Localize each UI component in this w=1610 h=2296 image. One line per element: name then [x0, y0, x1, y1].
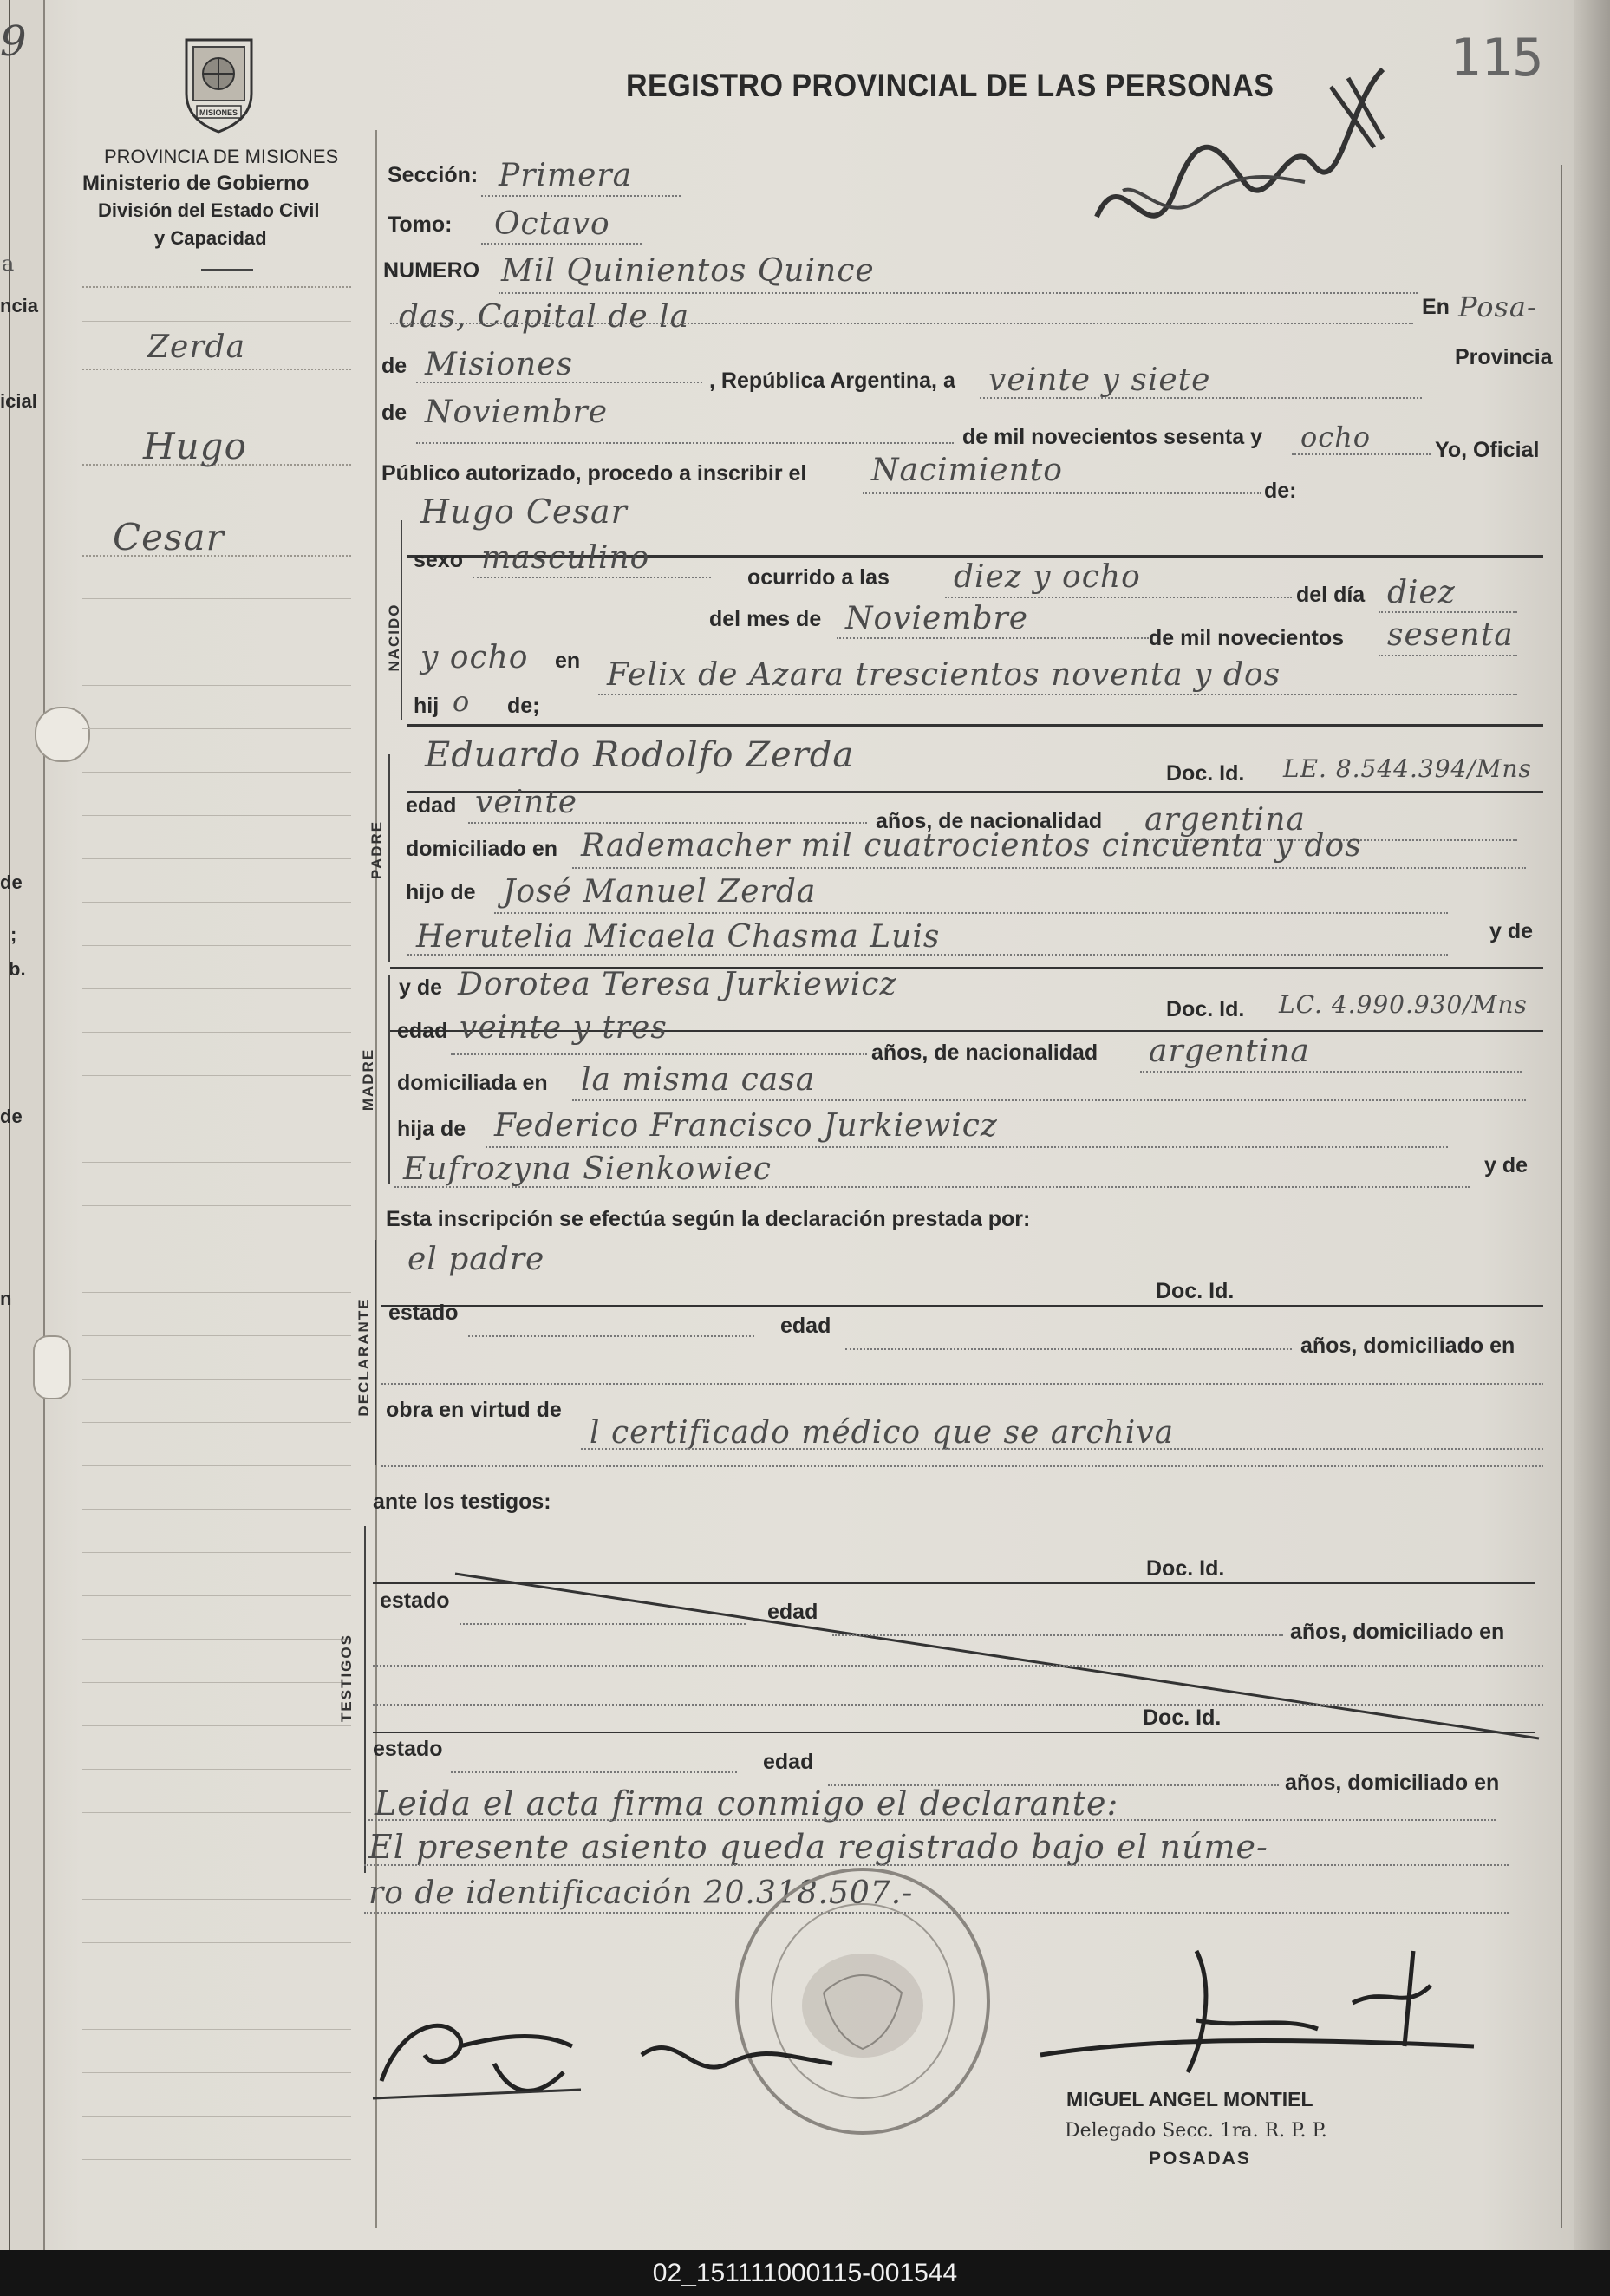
margin-rule: [82, 1162, 351, 1163]
father-dom: Rademacher mil cuatrocientos cincuenta y dos: [581, 828, 1362, 864]
father-name-line: [407, 791, 1543, 793]
mother-mother: Eufrozyna Sienkowiec: [403, 1151, 772, 1187]
margin-rule: [82, 728, 351, 729]
en-value: Posa-: [1458, 290, 1537, 323]
declarante-edad-line: [845, 1348, 1292, 1350]
father-name: Eduardo Rodolfo Zerda: [425, 735, 855, 775]
registry-title: REGISTRO PROVINCIAL DE LAS PERSONAS: [626, 68, 1274, 103]
declaracion-label: Esta inscripción se efectúa según la declaración prestada por:: [386, 1207, 1031, 1231]
en-label-2: en: [555, 649, 581, 673]
left-page-fragment: n: [0, 1288, 12, 1309]
margin-second-name: Cesar: [113, 516, 225, 558]
day-line: [980, 397, 1422, 399]
father-hijo-label: hijo de: [406, 880, 476, 904]
hij-label: hij: [414, 694, 440, 718]
father-doc-label: Doc. Id.: [1166, 761, 1245, 786]
left-page-fragment: de: [0, 1106, 23, 1127]
margin-surname: Zerda: [147, 329, 246, 365]
margin-rule: [82, 1942, 351, 1943]
margin-divider: [375, 130, 377, 2228]
obra-line-2: [381, 1465, 1543, 1467]
declarante-value: el padre: [407, 1242, 545, 1277]
day-value: veinte y siete: [988, 362, 1211, 398]
testigo2-name-line: [373, 1732, 1535, 1733]
mes-line: [837, 637, 1149, 639]
de-semicolon-label: de;: [507, 694, 540, 718]
left-page-fragment: ncia: [0, 295, 39, 316]
father-dom-label: domiciliado en: [406, 837, 558, 861]
left-page-fragment: b.: [9, 958, 26, 980]
margin-rule: [82, 1725, 351, 1726]
leida-text: Leida el acta firma conmigo el declarante:: [375, 1784, 1119, 1823]
provincia-label: Provincia: [1455, 345, 1553, 369]
testigos-section-label: TESTIGOS: [338, 1634, 355, 1722]
de-label-2: de: [381, 401, 407, 425]
father-dom-line: [572, 867, 1526, 869]
seccion-value: Primera: [499, 158, 633, 193]
margin-rule: [82, 2159, 351, 2160]
page-number: 115: [1450, 28, 1544, 88]
leida-line: [368, 1819, 1496, 1821]
margin-rule: [82, 1205, 351, 1206]
padre-bracket: [388, 754, 390, 962]
testigo1-edad-label: edad: [767, 1600, 818, 1624]
margin-rule: [82, 1032, 351, 1033]
mother-nat-label: años, de nacionalidad: [871, 1040, 1098, 1065]
numero-line: [499, 292, 1418, 294]
left-page-scribble: 9: [0, 17, 28, 66]
declarante-estado-label: estado: [388, 1301, 459, 1325]
padre-section-label: PADRE: [368, 819, 385, 880]
official-name: MIGUEL ANGEL MONTIEL: [1066, 2088, 1313, 2110]
declarante-edad-label: edad: [780, 1314, 831, 1338]
presente-text: El presente asiento queda registrado bajo el núme-: [368, 1828, 1268, 1866]
margin-rule: [82, 369, 351, 370]
republica-label: , República Argentina, a: [709, 369, 955, 393]
margin-rule: [82, 2116, 351, 2117]
margin-rule: [82, 902, 351, 903]
testigo2-estado-label: estado: [373, 1737, 443, 1761]
year-value: ocho: [1300, 421, 1372, 453]
oficial-label: Yo, Oficial: [1435, 438, 1540, 462]
margin-rule: [82, 1335, 351, 1336]
year-label: de mil novecientos sesenta y: [962, 425, 1262, 449]
sexo-line: [473, 577, 711, 578]
obra-value: l certificado médico que se archiva: [590, 1415, 1175, 1451]
seccion-label: Sección:: [388, 163, 479, 187]
testigo1-name-line: [373, 1582, 1535, 1584]
seccion-line: [481, 195, 681, 197]
binding-tear: [35, 707, 90, 762]
margin-rule: [82, 1812, 351, 1813]
de-colon-label: de:: [1264, 479, 1297, 503]
official-title: Delegado Secc. 1ra. R. P. P.: [1065, 2120, 1327, 2142]
testigo2-estado-line: [451, 1771, 737, 1773]
de-label: de: [381, 354, 407, 378]
father-edad-label: edad: [406, 793, 457, 818]
testigo1-doc-label: Doc. Id.: [1146, 1556, 1225, 1581]
testigo1-anos-label: años, domiciliado en: [1290, 1620, 1505, 1644]
testigo2-doc-label: Doc. Id.: [1143, 1706, 1222, 1730]
mes-value: Noviembre: [845, 601, 1029, 636]
identificacion-text: ro de identificación 20.318.507.-: [368, 1875, 914, 1911]
mother-yde-label: y de: [399, 975, 443, 1000]
hij-value: o: [453, 685, 471, 718]
testigos-bracket: [364, 1526, 366, 1873]
image-label-bar: [0, 2250, 1610, 2296]
tomo-value: Octavo: [494, 206, 610, 242]
father-mother: Herutelia Micaela Chasma Luis: [416, 919, 941, 955]
child-name: Hugo Cesar: [420, 492, 628, 531]
sexo-label: sexo: [414, 548, 463, 572]
numero-label: NUMERO: [383, 258, 480, 283]
anio-line: [1379, 655, 1517, 656]
testigo1-extra-line: [373, 1704, 1543, 1706]
official-city: POSADAS: [1149, 2149, 1251, 2169]
binding-tear: [33, 1335, 71, 1399]
testigos-text: ante los testigos:: [373, 1490, 551, 1514]
mother-doc: LC. 4.990.930/Mns: [1279, 990, 1528, 1019]
father-signature: [364, 1977, 850, 2116]
anio-value: sesenta: [1387, 617, 1514, 653]
ministry-label: Ministerio de Gobierno: [82, 172, 310, 195]
del-mes-label: del mes de: [709, 607, 822, 631]
city-value: das, Capital de la: [399, 299, 690, 335]
madre-section-label: MADRE: [360, 1047, 376, 1112]
margin-rule: [82, 1552, 351, 1553]
declarante-name-line: [381, 1305, 1543, 1307]
father-nat: argentina: [1144, 802, 1306, 838]
tomo-line: [481, 243, 642, 245]
mother-age: veinte y tres: [460, 1010, 668, 1046]
margin-rule: [82, 685, 351, 686]
mother-nat: argentina: [1149, 1034, 1310, 1069]
margin-rule: [82, 2072, 351, 2073]
margin-rule: [82, 1769, 351, 1770]
acto-value: Nacimiento: [871, 453, 1063, 488]
margin-rule: [82, 321, 351, 322]
mother-name: Dorotea Teresa Jurkiewicz: [458, 967, 897, 1002]
margin-rule: [82, 1639, 351, 1640]
dia-line: [1379, 611, 1517, 613]
declarante-anos-label: años, domiciliado en: [1300, 1334, 1515, 1358]
declarante-dom-line: [381, 1383, 1543, 1385]
father-age: veinte: [475, 785, 578, 820]
obra-line: [581, 1448, 1543, 1450]
madre-bracket: [388, 975, 390, 1184]
testigo2-anos-label: años, domiciliado en: [1285, 1771, 1500, 1795]
year-line: [1292, 453, 1431, 455]
mother-father-line: [486, 1146, 1448, 1148]
mother-father: Federico Francisco Jurkiewicz: [494, 1108, 998, 1144]
mother-dom-label: domiciliada en: [397, 1071, 548, 1095]
mother-dom-line: [572, 1099, 1526, 1101]
testigo1-dom-line: [373, 1665, 1543, 1667]
margin-rule: [82, 945, 351, 946]
margin-rule: [82, 286, 351, 288]
testigo1-edad-line: [832, 1634, 1283, 1636]
declarante-estado-line: [468, 1335, 754, 1337]
mother-edad-label: edad: [397, 1019, 448, 1043]
nacido-bottom-line: [407, 724, 1543, 727]
mother-dom: la misma casa: [581, 1062, 816, 1098]
coat-of-arms-seal: [178, 33, 260, 135]
left-page-fragment: a: [2, 251, 15, 276]
hora-line: [945, 597, 1292, 598]
obra-label: obra en virtud de: [386, 1398, 562, 1422]
publico-label: Público autorizado, procedo a inscribir el: [381, 461, 807, 486]
father-doc: LE. 8.544.394/Mns: [1283, 754, 1532, 783]
father-father: José Manuel Zerda: [503, 874, 817, 910]
margin-rule: [82, 1292, 351, 1293]
declarante-section-label: DECLARANTE: [355, 1297, 372, 1417]
left-page-fragment: ;: [10, 923, 17, 945]
testigo2-edad-label: edad: [763, 1750, 814, 1774]
division-label-2: y Capacidad: [154, 227, 267, 249]
initial-signature: [1088, 52, 1400, 269]
lugar-value: Felix de Azara trescientos noventa y dos: [607, 657, 1281, 693]
lugar-line: [598, 694, 1517, 695]
official-signature: [1023, 1934, 1483, 2098]
margin-rule: [82, 1075, 351, 1076]
numero-value: Mil Quinientos Quince: [501, 253, 875, 289]
image-label: 02_151111000115-001544: [652, 2259, 958, 2287]
testigo1-estado-label: estado: [380, 1588, 450, 1613]
declarante-bracket: [375, 1240, 376, 1465]
en-label: En: [1422, 295, 1450, 319]
sexo-value: masculino: [481, 540, 650, 576]
margin-rule: [82, 988, 351, 989]
margin-rule: [82, 858, 351, 859]
ocurrido-label: ocurrido a las: [747, 565, 890, 590]
father-yde-label: y de: [1489, 919, 1534, 943]
testigos-cancel-stroke: [451, 1569, 1543, 1743]
mother-nat-line: [1140, 1071, 1522, 1073]
nacido-section-label: NACIDO: [386, 603, 402, 672]
margin-rule: [82, 1422, 351, 1423]
mother-hija-label: hija de: [397, 1117, 466, 1141]
right-page-edge: [1574, 0, 1610, 2250]
anio-value-2: y ocho: [420, 640, 529, 675]
margin-rule: [82, 1682, 351, 1683]
father-mother-line: [407, 954, 1448, 956]
right-margin-line: [1561, 165, 1562, 2228]
tomo-label: Tomo:: [388, 212, 453, 237]
left-page-fragment: de: [0, 871, 23, 893]
left-page-fragment: icial: [0, 390, 37, 412]
province-label: PROVINCIA DE MISIONES: [104, 146, 339, 167]
province-line: [416, 382, 702, 383]
margin-rule: [82, 1379, 351, 1380]
mother-yde-label-2: y de: [1484, 1153, 1529, 1177]
mother-mother-line: [394, 1186, 1470, 1188]
mother-doc-label: Doc. Id.: [1166, 997, 1245, 1021]
month-line: [416, 442, 954, 444]
province-value: Misiones: [425, 347, 574, 382]
declarante-doc-label: Doc. Id.: [1156, 1279, 1235, 1303]
header-underline: [201, 269, 253, 271]
mother-age-line: [451, 1053, 867, 1055]
city-line: [390, 323, 1413, 324]
margin-rule: [82, 772, 351, 773]
margin-rule: [82, 1899, 351, 1900]
division-label: División del Estado Civil: [98, 199, 320, 221]
acto-line: [863, 492, 1261, 494]
father-age-line: [468, 822, 867, 824]
de-mil-label: de mil novecientos: [1149, 626, 1345, 650]
del-dia-label: del día: [1296, 583, 1366, 607]
margin-rule: [82, 2029, 351, 2030]
dia-value: diez: [1387, 575, 1456, 610]
margin-rule: [82, 1595, 351, 1596]
margin-rule: [82, 598, 351, 599]
month-value: Noviembre: [425, 395, 609, 430]
father-nat-label: años, de nacionalidad: [876, 809, 1103, 833]
hora-value: diez y ocho: [954, 559, 1141, 595]
father-father-line: [494, 912, 1448, 914]
margin-rule: [82, 1509, 351, 1510]
testigo1-estado-line: [460, 1623, 746, 1625]
margin-first-name: Hugo: [143, 425, 247, 467]
margin-rule: [82, 1465, 351, 1466]
margin-rule: [82, 815, 351, 816]
seal-caption: MISIONES: [199, 108, 238, 117]
